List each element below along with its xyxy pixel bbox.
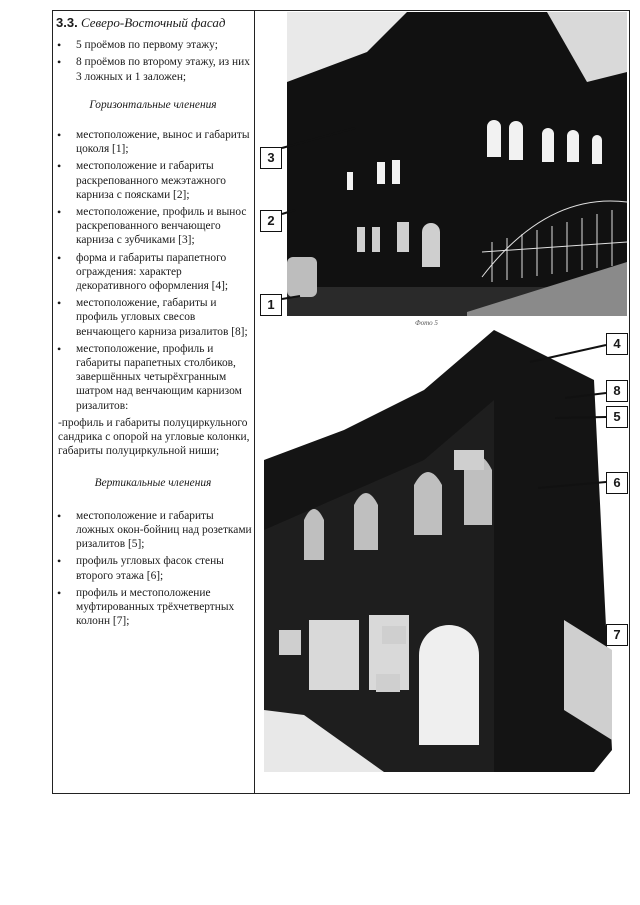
list-item: • форма и габариты парапетного ограждения: характер декоративного оформления [4]; [52,251,254,294]
horizontal-subheading: Горизонтальные членения [89,98,217,111]
list-item: • профиль угловых фасок стены второго этажа [6]; [52,554,254,582]
photo-caption: Фото 5 [415,319,438,327]
list-item: • 5 проёмов по первому этажу; [52,38,254,52]
list-item: • профиль и местоположение муфтированных трёхчетвертных колонн [7]; [52,586,254,629]
list-item: • местоположение, профиль и габариты парапетных столбиков, завершённых четырёхгранным шатром над венчающим карнизом ризалитов: [52,342,254,413]
list-item: • 8 проёмов по второму этажу, из них 3 ложных и 1 заложен; [52,55,254,83]
vertical-subheading: Вертикальные членения [94,477,212,490]
callout-4: 4 [606,333,628,355]
callout-3: 3 [260,147,282,169]
section-title: Северо-Восточный фасад [80,15,226,30]
sandrik-note: -профиль и габариты полуциркульного сандрика с опорой на угловые колонки, габариты полуциркульной ниши; [58,416,250,458]
callout-8: 8 [606,380,628,402]
callout-7: 7 [606,624,628,646]
list-item: • местоположение, вынос и габариты цоколя [1]; [52,128,254,156]
callout-1: 1 [260,294,282,316]
list-item: • местоположение, габариты и профиль угловых свесов венчающего карниза ризалитов [8]; [52,296,254,339]
list-item: • местоположение, профиль и вынос раскрепованного венчающего карниза с зубчиками [3]; [52,205,254,248]
callout-6: 6 [606,472,628,494]
list-item: • местоположение и габариты раскрепованного межэтажного карниза с поясками [2]; [52,159,254,202]
callout-5: 5 [606,406,628,428]
section-number: 3.3. [56,15,78,30]
callout-2: 2 [260,210,282,232]
list-item: • местоположение и габариты ложных окон-бойниц над розетками ризалитов [5]; [52,509,254,552]
